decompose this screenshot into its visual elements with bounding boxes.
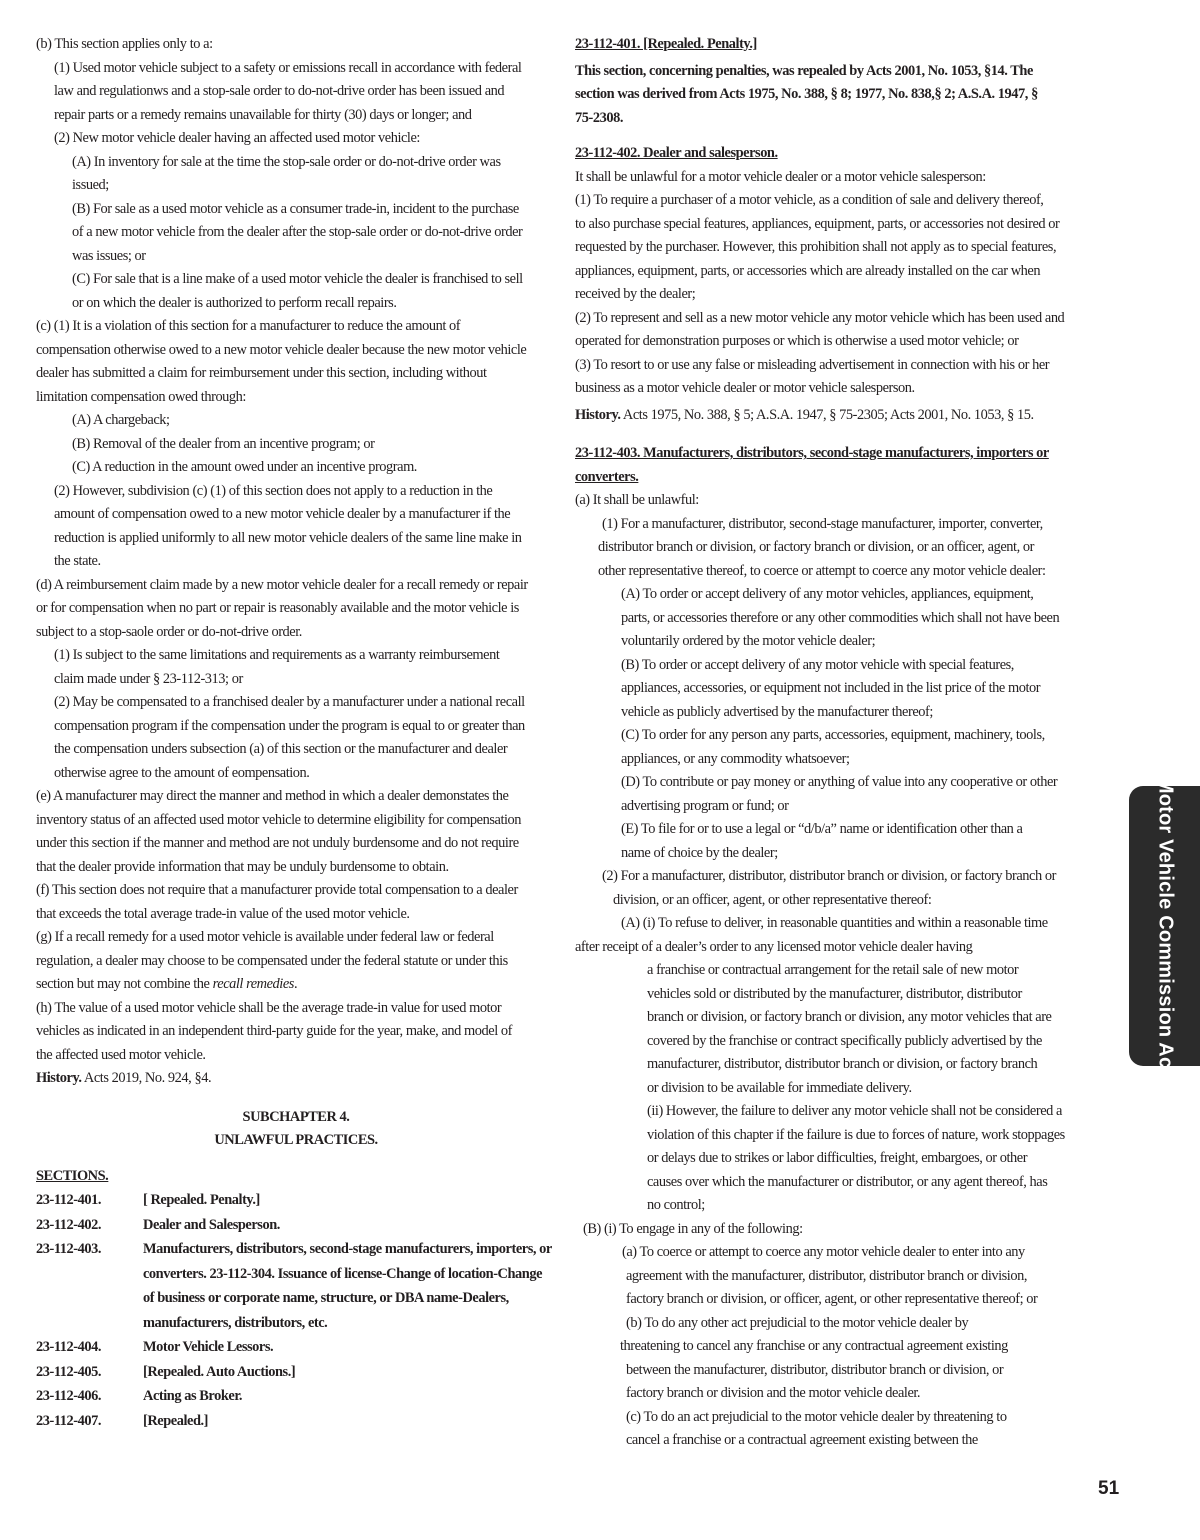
paragraph-line: (1) Is subject to the same limitations and requirements as a warranty reimbursement	[54, 647, 500, 663]
paragraph-line: (2) New motor vehicle dealer having an affected used motor vehicle:	[54, 130, 420, 146]
paragraph-line: (E) To file for or to use a legal or “d/b/a” name or identification other than a	[621, 821, 1023, 837]
paragraph-line: or for compensation when no part or repair is reasonably available and the motor vehicle is	[36, 600, 519, 616]
paragraph-line: division, or an officer, agent, or other representative thereof:	[613, 891, 932, 908]
section-title: [ Repealed. Penalty.]	[143, 1192, 260, 1208]
paragraph-line: (2) For a manufacturer, distributor, distributor branch or division, or factory branch or	[602, 868, 1056, 884]
paragraph-line: (b) To do any other act prejudicial to the motor vehicle dealer by	[626, 1314, 969, 1331]
paragraph-line: voluntarily ordered by the motor vehicle dealer;	[621, 633, 876, 649]
paragraph-line: (A) A chargeback;	[72, 412, 170, 428]
paragraph-line: (B) Removal of the dealer from an incentive program; or	[72, 435, 375, 452]
section-list-item	[36, 1384, 556, 1409]
paragraph-line: causes over which the manufacturer or distributor, or any agent thereof, has	[647, 1173, 1048, 1190]
paragraph-line: 23-112-403. Manufacturers, distributors, second-stage manufacturers, importers or	[575, 445, 1049, 461]
paragraph-line: vehicle as publicly advertised by the manufacturer thereof;	[621, 703, 933, 720]
paragraph-line: or delays due to strikes or labor difficulties, freight, embargoes, or other	[647, 1150, 1028, 1166]
paragraph-line: (a) To coerce or attempt to coerce any motor vehicle dealer to enter into any	[622, 1244, 1025, 1260]
recall-compensation-text	[36, 33, 556, 973]
paragraph-line: (d) A reimbursement claim made by a new motor vehicle dealer for a recall remedy or repair	[36, 576, 528, 593]
paragraph-line: threatening to cancel any franchise or any contractual agreement existing	[620, 1338, 1008, 1354]
paragraph-line: (b) This section applies only to a:	[36, 36, 213, 52]
paragraph-line: compensation otherwise owed to a new motor vehicle dealer because the new motor vehicle	[36, 341, 527, 358]
paragraph-line: reduction is applied uniformly to all new motor vehicle dealers of the same line make in	[54, 529, 522, 546]
paragraph-line: limitation compensation owed through:	[36, 388, 246, 405]
paragraph-line: branch or division, or factory branch or division, any motor vehicles that are	[647, 1009, 1052, 1025]
paragraph-line: (3) To resort to or use any false or misleading advertisement in connection with his or her	[575, 356, 1050, 373]
section-number: 23-112-406.	[36, 1388, 102, 1404]
paragraph-line: business as a motor vehicle dealer or motor vehicle salesperson.	[575, 380, 915, 396]
paragraph-line: (A) (i) To refuse to deliver, in reasonable quantities and within a reasonable time	[621, 915, 1048, 931]
paragraph-line: section but may not combine the recall remedies.	[36, 976, 298, 992]
paragraph-line: (C) For sale that is a line make of a used motor vehicle the dealer is franchised to sell	[72, 271, 523, 287]
paragraph-line: It shall be unlawful for a motor vehicle dealer or a motor vehicle salesperson:	[575, 168, 986, 185]
paragraph-line: vehicles sold or distributed by the manufacturer, distributor, distributor	[647, 985, 1022, 1002]
paragraph-line: parts, or accessories therefore or any other commodities which shall not have been	[621, 609, 1060, 626]
paragraph-line: (c) To do an act prejudicial to the motor vehicle dealer by threatening to	[626, 1408, 1007, 1425]
paragraph-line: (f) This section does not require that a manufacturer provide total compensation to a dealer	[36, 882, 518, 898]
paragraph-line: covered by the franchise or contract specifically publicly advertised by the	[647, 1032, 1042, 1049]
paragraph-line: (1) For a manufacturer, distributor, second-stage manufacturer, importer, converter,	[602, 515, 1043, 532]
section-403-heading	[575, 442, 1090, 489]
paragraph-line: law and regulationws and a stop-sale order to do-not-drive order has been issued and	[54, 83, 505, 99]
paragraph-line: or division to be available for immediate delivery.	[647, 1079, 912, 1096]
paragraph-line: received by the dealer;	[575, 286, 696, 302]
right-column	[575, 33, 1090, 1453]
paragraph-line: of a new motor vehicle from the dealer after the stop-sale order or do-not-drive order	[72, 224, 523, 240]
section-list-item	[36, 1188, 556, 1213]
section-list-item	[36, 1360, 556, 1385]
paragraph-line: section was derived from Acts 1975, No. 388, § 8; 1977, No. 838,§ 2; A.S.A. 1947, §	[575, 86, 1038, 102]
section-401-heading: 23-112-401. [Repealed. Penalty.]	[575, 36, 757, 52]
paragraph-line: (e) A manufacturer may direct the manner and method in which a dealer demonstates the	[36, 788, 509, 804]
paragraph-line: (g) If a recall remedy for a used motor vehicle is available under federal law or federal	[36, 929, 494, 945]
paragraph-line: was issues; or	[72, 247, 146, 264]
paragraph-line: issued;	[72, 177, 109, 193]
paragraph-line: factory branch or division and the motor vehicle dealer.	[626, 1385, 921, 1401]
section-title: [Repealed.]	[143, 1412, 208, 1429]
paragraph-line: (A) To order or accept delivery of any motor vehicles, appliances, equipment,	[621, 586, 1034, 602]
subchapter-subtitle: UNLAWFUL PRACTICES.	[214, 1132, 378, 1148]
chapter-side-tab-label: Motor Vehicle Commission Act	[1154, 776, 1176, 1076]
paragraph-line: (h) The value of a used motor vehicle shall be the average trade-in value for used motor	[36, 999, 502, 1016]
sections-heading: SECTIONS.	[36, 1167, 109, 1184]
chapter-side-tab	[1129, 776, 1200, 1076]
paragraph-line: operated for demonstration purposes or which is otherwise a used motor vehicle; or	[575, 333, 1019, 349]
paragraph-line: (C) To order for any person any parts, accessories, equipment, machinery, tools,	[621, 727, 1045, 743]
italic-term: recall remedies	[212, 976, 294, 992]
paragraph-line: after receipt of a dealer’s order to any licensed motor vehicle dealer having	[575, 938, 973, 955]
paragraph-line: amount of compensation owed to a new motor vehicle dealer by a manufacturer if the	[54, 506, 511, 522]
paragraph-line: (B) To order or accept delivery of any motor vehicle with special features,	[621, 656, 1014, 673]
section-402-history: History. Acts 1975, No. 388, § 5; A.S.A. 1947, § 75-2305; Acts 2001, No. 1053, § 15.	[575, 406, 1034, 423]
paragraph-line: that the dealer provide information that may be unduly burdensome to obtain.	[36, 858, 449, 875]
section-402-heading: 23-112-402. Dealer and salesperson.	[575, 145, 778, 161]
paragraph-line: under this section if the manner and method are not unduly burdensome and do not require	[36, 835, 519, 851]
paragraph-line: converters.	[575, 468, 639, 485]
left-column	[36, 33, 556, 1433]
paragraph-line: factory branch or division, or officer, agent, or other representative thereof; or	[626, 1291, 1038, 1307]
subchapter-title: SUBCHAPTER 4.	[242, 1108, 350, 1125]
paragraph-line: This section, concerning penalties, was repealed by Acts 2001, No. 1053, §14. The	[575, 62, 1033, 79]
section-number: 23-112-403.	[36, 1241, 102, 1257]
paragraph-line: otherwise agree to the amount of eompensation.	[54, 764, 310, 781]
paragraph-line: between the manufacturer, distributor, distributor branch or division, or	[626, 1361, 1004, 1378]
paragraph-line: a franchise or contractual arrangement for the retail sale of new motor	[647, 962, 1019, 978]
paragraph-line: (2) To represent and sell as a new motor vehicle any motor vehicle which has been used and	[575, 309, 1065, 326]
paragraph-line: name of choice by the dealer;	[621, 844, 778, 861]
section-number: 23-112-404.	[36, 1339, 102, 1355]
paragraph-line: no control;	[647, 1197, 705, 1213]
paragraph-line: dealer has submitted a claim for reimbursement under this section, including without	[36, 365, 487, 381]
section-401-repeal-note	[575, 60, 1090, 131]
section-list-item	[36, 1237, 556, 1335]
paragraph-line: that exceeds the total average trade-in value of the used motor vehicle.	[36, 905, 410, 922]
paragraph-line: (a) It shall be unlawful:	[575, 492, 699, 508]
section-number: 23-112-402.	[36, 1216, 102, 1233]
paragraph-line: (A) In inventory for sale at the time the stop-sale order or do-not-drive order was	[72, 153, 501, 170]
section-title: [Repealed. Auto Auctions.]	[143, 1363, 296, 1380]
section-403-body	[575, 489, 1090, 1453]
section-402-body	[575, 166, 1090, 401]
section-list-item	[36, 1213, 556, 1238]
section-title: Dealer and Salesperson.	[143, 1216, 280, 1233]
section-number: 23-112-401.	[36, 1192, 102, 1208]
used-vehicle-value-text	[36, 997, 556, 1068]
paragraph-line: cancel a franchise or a contractual agreement existing between the	[626, 1432, 978, 1448]
paragraph-line: violation of this chapter if the failure is due to forces of nature, work stoppages	[647, 1126, 1065, 1143]
paragraph-line: repair parts or a remedy remains unavailable for thirty (30) days or longer; and	[54, 106, 472, 123]
paragraph-line: subject to a stop-saole order or do-not-drive order.	[36, 623, 302, 640]
paragraph-line: vehicles as indicated in an independent third-party guide for the year, make, and model of	[36, 1023, 513, 1039]
paragraph-line: 75-2308.	[575, 109, 623, 126]
paragraph-line: the state.	[54, 553, 101, 569]
page-number: 51	[1098, 1478, 1120, 1499]
paragraph-line: (B) For sale as a used motor vehicle as a consumer trade-in, incident to the purchase	[72, 200, 519, 217]
paragraph-line: or on which the dealer is authorized to perform recall repairs.	[72, 294, 397, 311]
paragraph-line: (2) However, subdivision (c) (1) of this section does not apply to a reduction in the	[54, 482, 493, 499]
section-title: Motor Vehicle Lessors.	[143, 1339, 274, 1355]
history-line: History. Acts 2019, No. 924, §4.	[36, 1070, 212, 1086]
paragraph-line: appliances, or any commodity whatsoever;	[621, 750, 850, 767]
paragraph-line: inventory status of an affected used motor vehicle to determine eligibility for compensation	[36, 811, 522, 828]
paragraph-line: appliances, accessories, or equipment not included in the list price of the motor	[621, 680, 1041, 696]
paragraph-line: (c) (1) It is a violation of this section for a manufacturer to reduce the amount of	[36, 318, 461, 334]
paragraph-line: distributor branch or division, or factory branch or division, or an officer, agent, or	[598, 539, 1034, 555]
paragraph-line: (B) (i) To engage in any of the following:	[583, 1220, 803, 1237]
section-list-item	[36, 1409, 556, 1434]
paragraph-line: (2) May be compensated to a franchised dealer by a manufacturer under a national recall	[54, 694, 525, 710]
section-list-item	[36, 1335, 556, 1360]
section-title: Acting as Broker.	[143, 1388, 243, 1404]
paragraph-line: regulation, a dealer may choose to be compensated under the federal statute or under this	[36, 952, 508, 969]
section-number: 23-112-407.	[36, 1412, 102, 1429]
paragraph-line: the affected used motor vehicle.	[36, 1046, 206, 1063]
paragraph-line: to also purchase special features, appliances, equipment, parts, or accessories not desired or	[575, 215, 1060, 232]
paragraph-line: other representative thereof, to coerce or attempt to coerce any motor vehicle dealer:	[598, 562, 1046, 579]
paragraph-line: (1) Used motor vehicle subject to a safety or emissions recall in accordance with federal	[54, 59, 522, 76]
paragraph-line: agreement with the manufacturer, distributor, distributor branch or division,	[626, 1267, 1027, 1284]
sections-list	[36, 1188, 556, 1433]
paragraph-line: (D) To contribute or pay money or anything of value into any cooperative or other	[621, 774, 1058, 790]
paragraph-line: requested by the purchaser. However, this prohibition shall not apply as to special features,	[575, 239, 1057, 255]
paragraph-line: advertising program or fund; or	[621, 797, 789, 814]
paragraph-line: (ii) However, the failure to deliver any motor vehicle shall not be considered a	[647, 1103, 1062, 1119]
paragraph-line: manufacturer, distributor, distributor branch or division, or factory branch	[647, 1056, 1038, 1072]
paragraph-line: appliances, equipment, parts, or accessories which are already installed on the car when	[575, 262, 1041, 279]
section-title: Manufacturers, distributors, second-stage manufacturers, importers, or converters. 23-112-304. Issuance of license-Change of location-Change of business or corporate name, structure, or DBA name-Dealers, manufacturers, distributors, etc.	[143, 1241, 552, 1331]
paragraph-line: compensation program if the compensation under the program is equal to or greater than	[54, 717, 525, 734]
section-number: 23-112-405.	[36, 1363, 102, 1380]
paragraph-line: (1) To require a purchaser of a motor vehicle, as a condition of sale and delivery thereof,	[575, 192, 1044, 208]
paragraph-line: the compensation unders subsection (a) of this section or the manufacturer and dealer	[54, 741, 508, 757]
paragraph-line: claim made under § 23-112-313; or	[54, 670, 243, 687]
paragraph-line: (C) A reduction in the amount owed under an incentive program.	[72, 459, 417, 475]
